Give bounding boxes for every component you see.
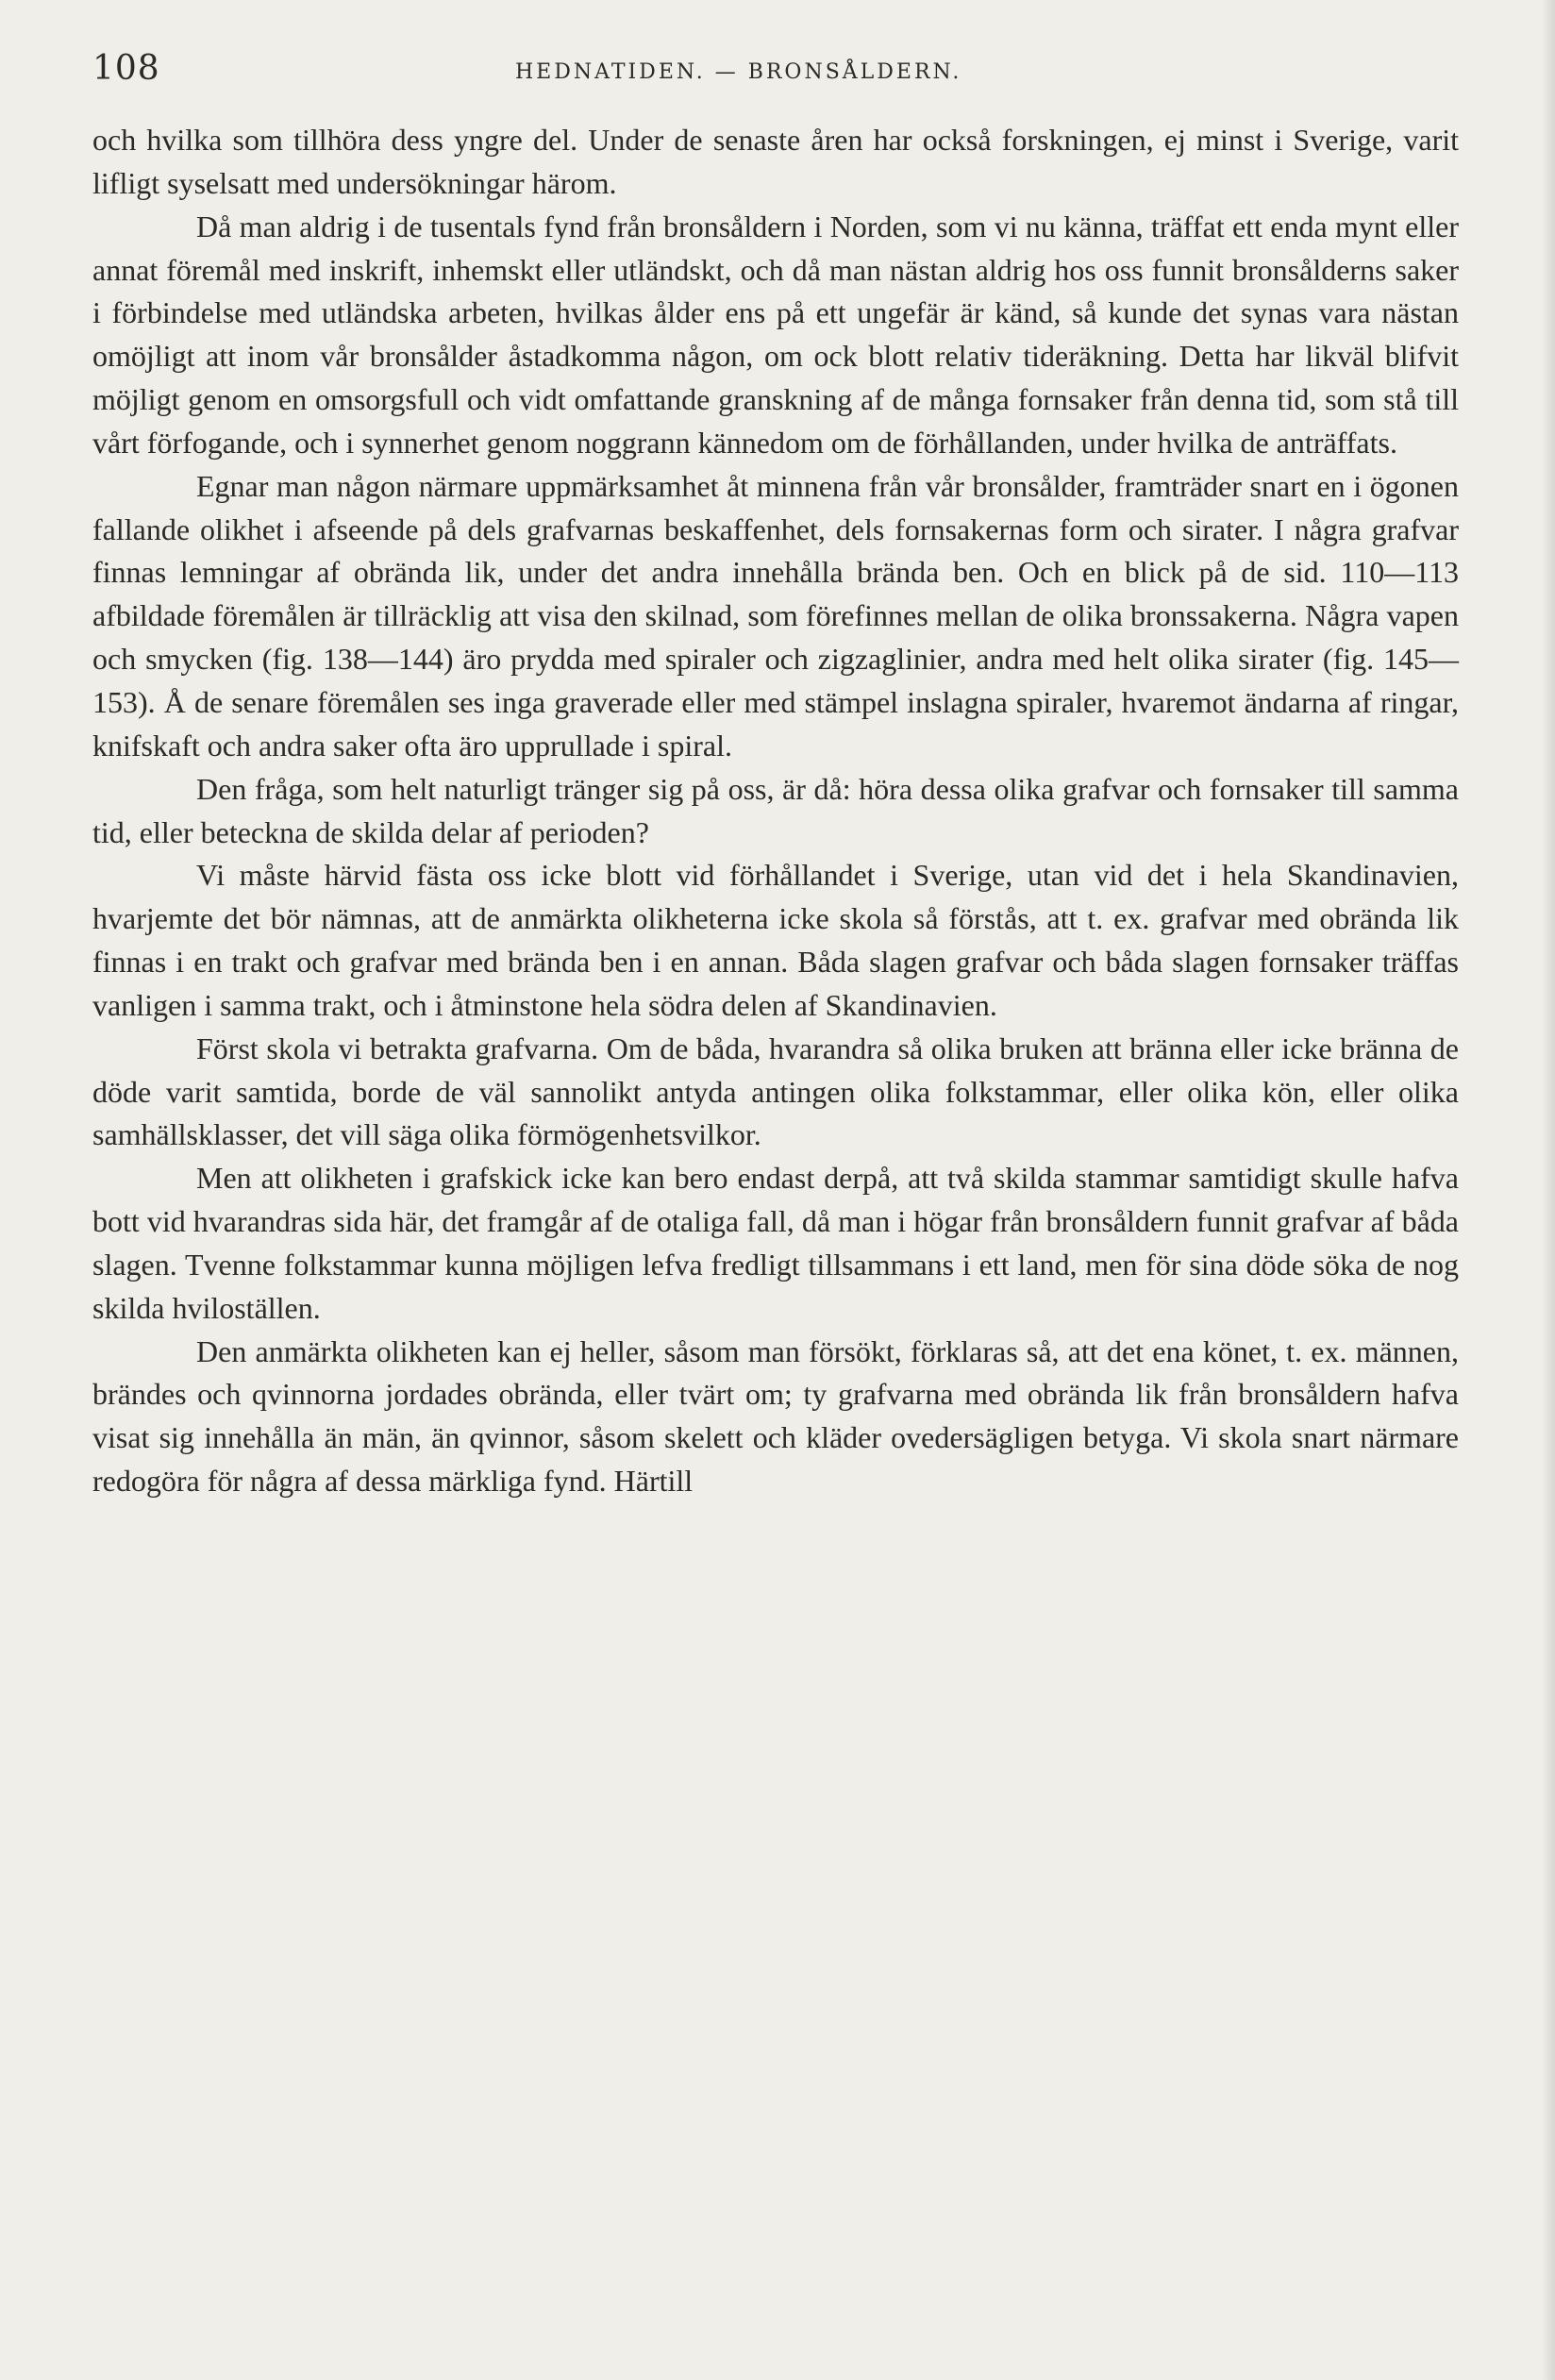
page-number: 108 <box>92 49 160 88</box>
paragraph: Vi måste härvid fästa oss icke blott vid förhållandet i Sverige, utan vid det i hela Skandinavien, hvarjemte det bör nämnas, att de anmärkta olikheterna icke skola så förstås, att t. ex. grafvar med obrända lik finnas i en trakt och grafvar med brända ben i en annan. Båda slagen grafvar och båda slagen fornsaker träffas vanligen i samma trakt, och i åtminstone hela södra delen af Skandinavien. <box>92 858 1459 1022</box>
paragraph-continuation: och hvilka som tillhöra dess yngre del. Under de senaste åren har också forskningen, ej minst i Sverige, varit lifligt syselsatt med undersökningar härom. <box>92 123 1459 200</box>
running-title: HEDNATIDEN. — BRONSÅLDERN. <box>515 60 962 84</box>
paragraph: Egnar man någon närmare uppmärksamhet åt minnena från vår bronsålder, framträder snart en i ögonen fallande olikhet i afseende på dels grafvarnas beskaffenhet, dels fornsakernas form och sirater. I några grafvar finnas lemningar af obrända lik, under det andra innehålla brända ben. Och en blick på de sid. 110—113 afbildade föremålen är tillräcklig att visa den skilnad, som förefinnes mellan de olika bronssakerna. Några vapen och smycken (fig. 138—144) äro prydda med spiraler och zigzaglinier, andra med helt olika sirater (fig. 145—153). Å de senare föremålen ses inga graverade eller med stämpel inslagna spiraler, hvaremot ändarna af ringar, knifskaft och andra saker ofta äro upprullade i spiral. <box>92 468 1459 763</box>
paragraph: Den anmärkta olikheten kan ej heller, såsom man försökt, förklaras så, att det ena könet, t. ex. männen, brändes och qvinnorna jordades obrända, eller tvärt om; ty grafvarna med obrända lik från bronsåldern hafva visat sig innehålla än män, än qvinnor, såsom skelett och kläder ovedersägligen betyga. Vi skola snart närmare redogöra för några af dessa märkliga fynd. Härtill <box>92 1333 1459 1499</box>
body-text <box>92 119 1459 2365</box>
page-header <box>92 49 1459 96</box>
paragraph: Men att olikheten i grafskick icke kan bero endast derpå, att två skilda stammar samtidigt skulle hafva bott vid hvarandras sida här, det framgår af de otaliga fall, då man i högar från bronsåldern funnit grafvar af båda slagen. Tvenne folkstammar kunna möjligen lefva fredligt tillsammans i ett land, men för sina döde söka de nog skilda hviloställen. <box>92 1161 1459 1325</box>
paragraph: Den fråga, som helt naturligt tränger sig på oss, är då: höra dessa olika grafvar och fornsaker till samma tid, eller beteckna de skilda delar af perioden? <box>92 771 1459 849</box>
paragraph: Då man aldrig i de tusentals fynd från bronsåldern i Norden, som vi nu känna, träffat ett enda mynt eller annat föremål med inskrift, inhemskt eller utländskt, och då man nästan aldrig hos oss funnit bronsålderns saker i förbindelse med utländska arbeten, hvilkas ålder ens på ett ungefär är känd, så kunde det synas vara nästan omöjligt att inom vår bronsålder åstadkomma någon, om ock blott relativ tideräkning. Detta har likväl blifvit möjligt genom en omsorgsfull och vidt omfattande granskning af de många fornsaker från denna tid, som stå till vårt förfogande, och i synnerhet genom noggrann kännedom om de förhållanden, under hvilka de anträffats. <box>92 209 1459 460</box>
page-edge-shadow <box>1542 0 1555 2380</box>
paragraph: Först skola vi betrakta grafvarna. Om de båda, hvarandra så olika bruken att bränna eller icke bränna de döde varit samtida, borde de väl sannolikt antyda antingen olika folkstammar, eller olika kön, eller olika samhällsklasser, det vill säga olika förmögenhetsvilkor. <box>92 1031 1459 1152</box>
